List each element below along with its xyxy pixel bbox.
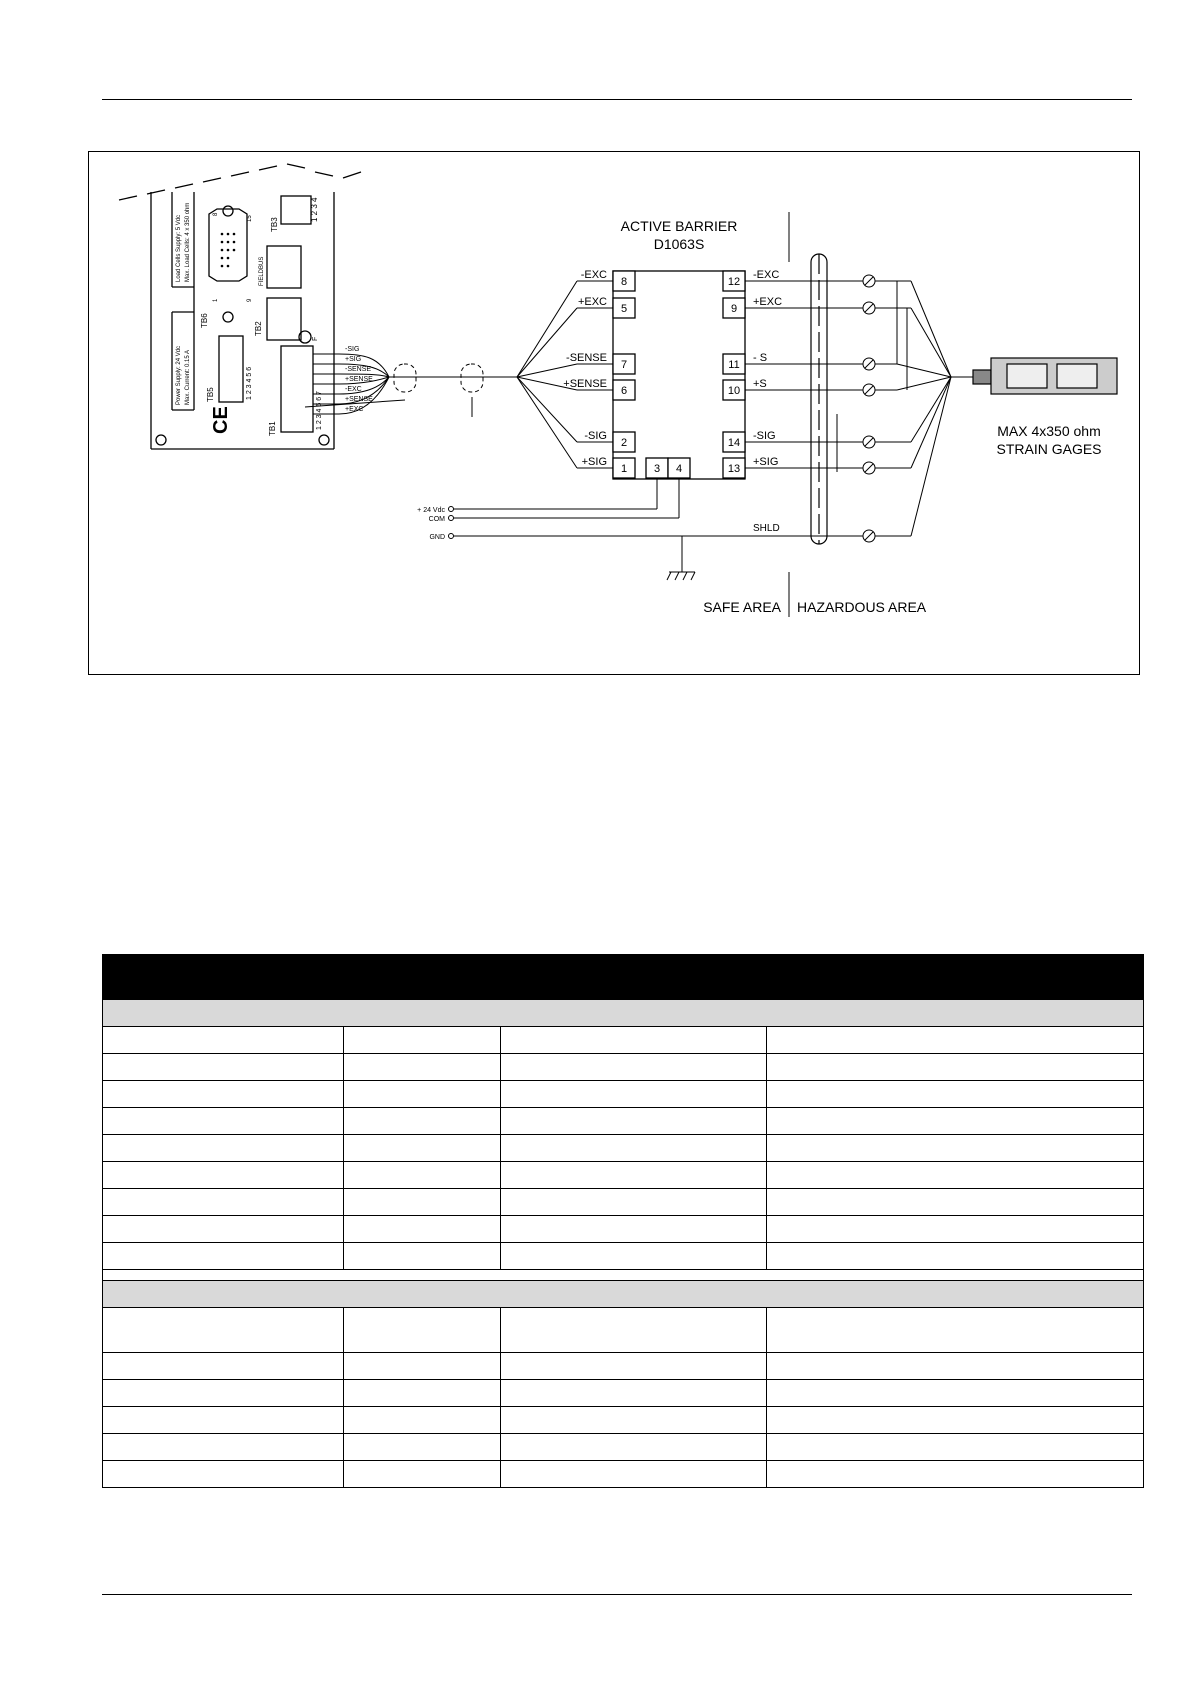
table-cell [501, 1162, 767, 1189]
tb1-signal-label: -SIG [345, 346, 360, 353]
table-cell [767, 1189, 1144, 1216]
spec-table [102, 954, 1144, 1488]
table-cell [344, 1407, 501, 1434]
table-cell [767, 1243, 1144, 1270]
table-header-cell [103, 955, 1144, 1000]
fieldbus-label: FIELDBUS [259, 256, 265, 286]
table-spacer [103, 1270, 1144, 1281]
tb3-pins: 1 2 3 4 [310, 197, 319, 222]
table-cell [767, 1162, 1144, 1189]
barrier-right-label: +S [753, 378, 767, 390]
right-lines [745, 281, 991, 536]
db-pin-1: 1 [213, 298, 219, 302]
barrier-left-pin: 1 [620, 463, 628, 475]
barrier-right-pin: 11 [728, 359, 740, 371]
table-cell [501, 1380, 767, 1407]
table-section-a-cell [103, 1000, 1144, 1027]
table-cell [767, 1135, 1144, 1162]
barrier-title: ACTIVE BARRIER [620, 218, 738, 234]
table-cell [767, 1461, 1144, 1488]
table-row [103, 1135, 1144, 1162]
tb6-label: TB6 [200, 313, 209, 328]
table-cell [103, 1108, 344, 1135]
barrier-right-pin: 13 [727, 463, 741, 475]
table-section-b [103, 1281, 1144, 1308]
barrier-left-pin: 7 [620, 359, 628, 371]
table-cell [501, 1189, 767, 1216]
barrier-left-label: -SENSE [566, 352, 607, 364]
table-cell [344, 1108, 501, 1135]
barrier-right-pin: 9 [730, 303, 738, 315]
db-pin-15: 15 [247, 215, 253, 222]
table-cell [501, 1407, 767, 1434]
table-cell [501, 1216, 767, 1243]
table-cell [103, 1407, 344, 1434]
tb1-signal-label: +SENSE [345, 376, 373, 383]
table-cell [103, 1353, 344, 1380]
table-cell [344, 1189, 501, 1216]
barrier-right-label: - S [753, 352, 768, 364]
tb1-signal-label: +EXC [345, 406, 364, 413]
table-cell [767, 1216, 1144, 1243]
table-cell [767, 1407, 1144, 1434]
table-row [103, 1380, 1144, 1407]
bottom-pin-3: 3 [653, 463, 661, 475]
cable-shield [811, 254, 827, 544]
table-cell [344, 1081, 501, 1108]
table-cell [767, 1108, 1144, 1135]
hazardous-area-label: HAZARDOUS AREA [797, 599, 927, 615]
barrier-box [613, 271, 745, 479]
table-cell [767, 1027, 1144, 1054]
load-cell-supply-label: Load Cells Supply: 5 Vdc [176, 214, 182, 282]
table-row [103, 1353, 1144, 1380]
barrier-model: D1063S [653, 236, 705, 252]
supply-label: + 24 Vdc [417, 507, 445, 514]
barrier-right-label: +SIG [753, 456, 779, 468]
table-cell [501, 1434, 767, 1461]
table-row [103, 1216, 1144, 1243]
table-spacer-cell [103, 1270, 1144, 1281]
table-cell [103, 1380, 344, 1407]
table-cell [767, 1380, 1144, 1407]
table-cell [344, 1308, 501, 1353]
table-cell [103, 1243, 344, 1270]
table-cell [103, 1135, 344, 1162]
table-cell [344, 1216, 501, 1243]
table-cell [344, 1162, 501, 1189]
table-cell [767, 1308, 1144, 1353]
table-row [103, 1081, 1144, 1108]
area-divider [789, 212, 837, 617]
table-cell [501, 1054, 767, 1081]
tb1-signal-label: -EXC [345, 386, 362, 393]
table-cell [103, 1189, 344, 1216]
tb1-signal-label: -SENSE [345, 366, 372, 373]
device-dots [221, 233, 236, 268]
table-cell [501, 1243, 767, 1270]
safe-area-label: SAFE AREA [703, 599, 781, 615]
max-current-label: Max. Current: 0.15 A [185, 349, 191, 405]
table-section-a [103, 1000, 1144, 1027]
gnd-label: GND [429, 534, 445, 541]
barrier-left-pin: 2 [620, 437, 628, 449]
barrier-right-label: -EXC [753, 269, 780, 281]
power-lines [449, 478, 746, 580]
table-cell [103, 1081, 344, 1108]
table-cell [501, 1353, 767, 1380]
tb2-label: TB2 [254, 321, 263, 336]
barrier-left-pin: 6 [620, 385, 628, 397]
table-cell [103, 1054, 344, 1081]
tb1-pins: 1 2 3 4 5 6 7 [316, 391, 323, 430]
tb5-label: TB5 [206, 387, 215, 402]
barrier-left-pin: 5 [620, 303, 628, 315]
table-row [103, 1308, 1144, 1353]
com-label: COM [428, 516, 445, 523]
db-pin-8: 8 [213, 212, 219, 216]
shld-label: SHLD [753, 523, 780, 534]
table-cell [501, 1461, 767, 1488]
table-header [103, 955, 1144, 1000]
table-row [103, 1054, 1144, 1081]
table-cell [344, 1434, 501, 1461]
table-section-b-cell [103, 1281, 1144, 1308]
barrier-left-label: +SIG [581, 456, 607, 468]
tb1-terminal-lines [305, 354, 517, 417]
terminal-screws [863, 275, 875, 542]
strain-gage [973, 358, 1117, 394]
barrier-left-label: +EXC [577, 296, 607, 308]
table-cell [344, 1461, 501, 1488]
barrier-right-pin: 12 [727, 276, 741, 288]
ce-mark: CE [210, 406, 232, 434]
barrier-right-label: -SIG [753, 430, 776, 442]
header-rule [102, 99, 1132, 100]
table-row [103, 1162, 1144, 1189]
table-cell [501, 1108, 767, 1135]
barrier-right-pin: 14 [727, 437, 741, 449]
power-supply-label: Power Supply: 24 Vdc [176, 345, 182, 405]
table-cell [501, 1135, 767, 1162]
bottom-pin-4: 4 [675, 463, 683, 475]
table-cell [344, 1380, 501, 1407]
table-cell [103, 1027, 344, 1054]
sensor-label-2: STRAIN GAGES [996, 441, 1102, 457]
tb5-pins: 1 2 3 4 5 6 [246, 366, 253, 400]
wiring-diagram [88, 151, 1140, 675]
table-cell [344, 1054, 501, 1081]
barrier-right-pin: 10 [727, 385, 741, 397]
table-row [103, 1108, 1144, 1135]
table-row [103, 1243, 1144, 1270]
f-label: F [312, 336, 319, 341]
table-row [103, 1027, 1144, 1054]
barrier-left-label: -SIG [584, 430, 607, 442]
db-pin-9: 9 [247, 298, 253, 302]
table-cell [767, 1353, 1144, 1380]
table-cell [103, 1162, 344, 1189]
table-cell [501, 1027, 767, 1054]
table-cell [501, 1308, 767, 1353]
table-row [103, 1189, 1144, 1216]
tb3-label: TB3 [270, 217, 279, 232]
barrier-left-pin: 8 [620, 276, 628, 288]
table-cell [767, 1434, 1144, 1461]
tb1-label: TB1 [268, 421, 277, 436]
table-cell [344, 1243, 501, 1270]
sensor-label-1: MAX 4x350 ohm [997, 423, 1101, 439]
table-row [103, 1434, 1144, 1461]
device-outline [119, 164, 364, 449]
table-cell [103, 1308, 344, 1353]
table-cell [103, 1216, 344, 1243]
table-row [103, 1461, 1144, 1488]
tb1-signal-label: +SIG [345, 356, 362, 363]
max-load-cells-label: Max. Load Cells: 4 x 350 ohm [185, 202, 191, 282]
footer-rule [102, 1594, 1132, 1595]
table-cell [767, 1054, 1144, 1081]
table-cell [103, 1434, 344, 1461]
table-row [103, 1407, 1144, 1434]
barrier-right-label: +EXC [753, 296, 783, 308]
barrier-left-label: -EXC [580, 269, 607, 281]
table-cell [103, 1461, 344, 1488]
table-cell [767, 1081, 1144, 1108]
barrier-left-label: +SENSE [563, 378, 607, 390]
table-cell [344, 1353, 501, 1380]
tb1-signal-label: +SENSE [345, 396, 373, 403]
table-cell [344, 1135, 501, 1162]
table-cell [344, 1027, 501, 1054]
table-cell [501, 1081, 767, 1108]
